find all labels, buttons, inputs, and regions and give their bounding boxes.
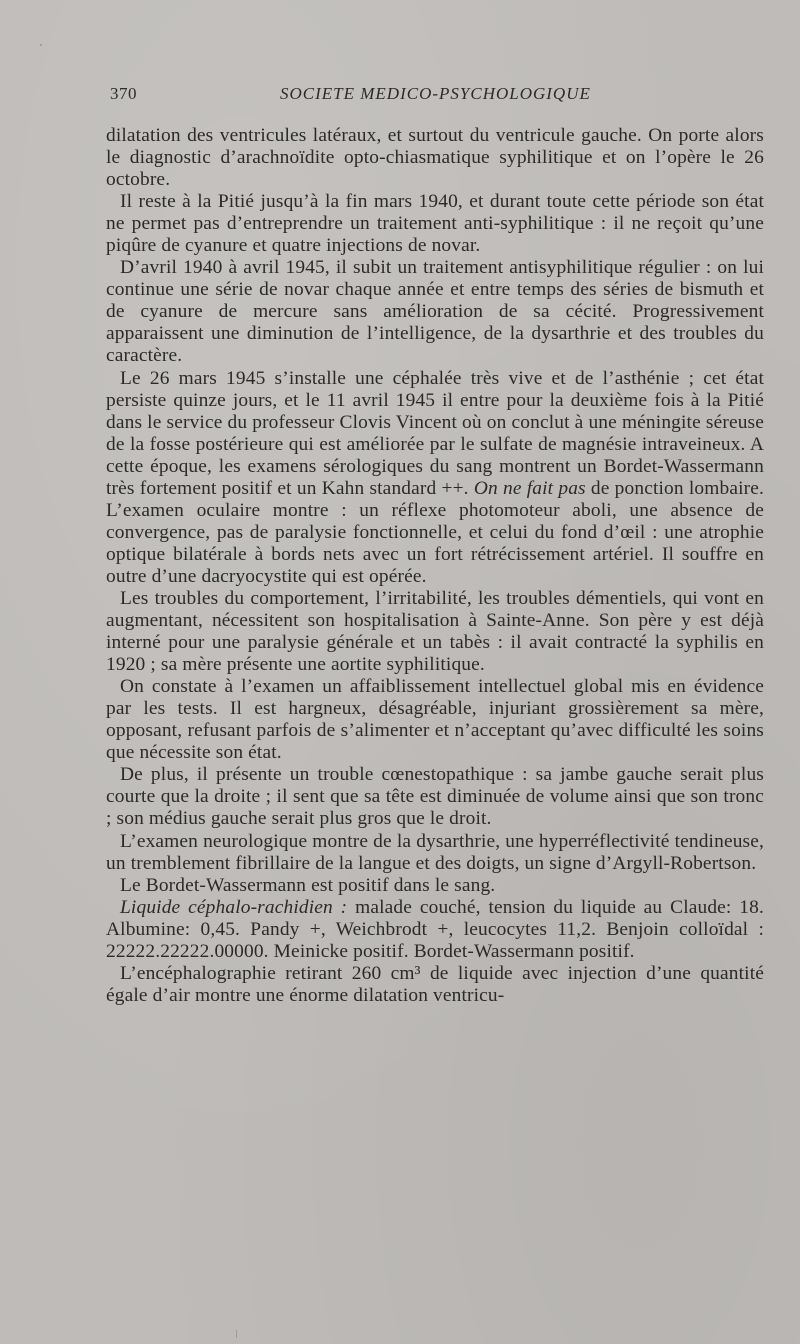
italic-phrase: On ne fait pas (473, 477, 586, 499)
body-text (106, 125, 764, 1007)
paragraph (106, 368, 764, 588)
paragraph: D’avril 1940 à avril 1945, il subit un traitement antisyphilitique régulier : on lui continue une série de novar chaque année et entre temps des séries de bismuth et de cyanure de mercure sans amélioration de sa cécité. Progressivement apparaissent une diminution de l’intelligence, de la dysarthrie et des troubles du caractère. (106, 257, 764, 367)
scan-specks (40, 44, 42, 46)
paragraph-text: malade couché, tension du liquide au Claude: 18. Albumine: 0,45. Pandy +, Weichbrodt +, leucocytes 11,2. Benjoin colloïdal : 22222.22222.00000. Meinicke positif. Bordet-Wassermann positif. (106, 896, 765, 962)
paragraph-text: Le 26 mars 1945 s’installe une céphalée très vive et de l’asthénie ; cet état persiste quinze jours, et le 11 avril 1945 il entre pour la deuxième fois à la Pitié dans le service du professeur Clovis Vincent où on conclut à une méningite séreuse de la fosse postérieure qui est améliorée par le sulfate de magnésie intraveineux. A cette époque, les examens sérologiques du sang montrent un Bordet-Wassermann très fortement positif et un Kahn standard ++. (106, 367, 764, 499)
paragraph: On constate à l’examen un affaiblissement intellectuel global mis en évidence par les tests. Il est hargneux, désagréable, injuriant grossièrement sa mère, opposant, refusant parfois de s’alimenter et n’acceptant qu’avec difficulté les soins que nécessite son état. (106, 676, 764, 764)
scan-specks (236, 1330, 237, 1338)
running-title: SOCIETE MEDICO-PSYCHOLOGIQUE (280, 84, 591, 103)
paragraph: Le Bordet-Wassermann est positif dans le sang. (120, 874, 496, 896)
italic-phrase: Liquide céphalo-rachidien : (120, 896, 348, 918)
paragraph: Il reste à la Pitié jusqu’à la fin mars 1940, et durant toute cette période son état ne permet pas d’entreprendre un traitement anti-syphilitique : il ne reçoit qu’une piqûre de cyanure et quatre injections de novar. (106, 191, 764, 257)
paragraph: L’encéphalographie retirant 260 cm³ de liquide avec injection d’une quantité égale d’air montre une énorme dilatation ventricu- (106, 962, 764, 1006)
paragraph: L’examen neurologique montre de la dysarthrie, une hyperréflectivité tendineuse, un tremblement fibrillaire de la langue et des doigts, un signe d’Argyll-Robertson. (106, 830, 764, 874)
paragraph: De plus, il présente un trouble cœnestopathique : sa jambe gauche serait plus courte que la droite ; il sent que sa tête est diminuée de volume ainsi que son tronc ; son médius gauche serait plus gros que le droit. (106, 764, 764, 830)
page-number: 370 (110, 84, 137, 103)
page-header (110, 84, 760, 106)
paragraph-text: de ponction lombaire. L’examen oculaire montre : un réflexe photomoteur aboli, une absence de convergence, pas de paralysie fonctionnelle, et celui du fond d’œil : une atrophie optique bilatérale à bords nets avec un fort rétrécissement artériel. Il souffre en outre d’une dacryocystite qui est opérée. (106, 477, 764, 587)
paragraph: dilatation des ventricules latéraux, et surtout du ventricule gauche. On porte alors le diagnostic d’arachnoïdite opto-chiasmatique syphilitique et on l’opère le 26 octobre. (106, 125, 764, 191)
paragraph: Les troubles du comportement, l’irritabilité, les troubles démentiels, qui vont en augmentant, nécessitent son hospitalisation à Sainte-Anne. Son père y est déjà interné pour une paralysie générale et un tabès : il avait contracté la syphilis en 1920 ; sa mère présente une aortite syphilitique. (106, 587, 764, 676)
paragraph (106, 897, 764, 963)
